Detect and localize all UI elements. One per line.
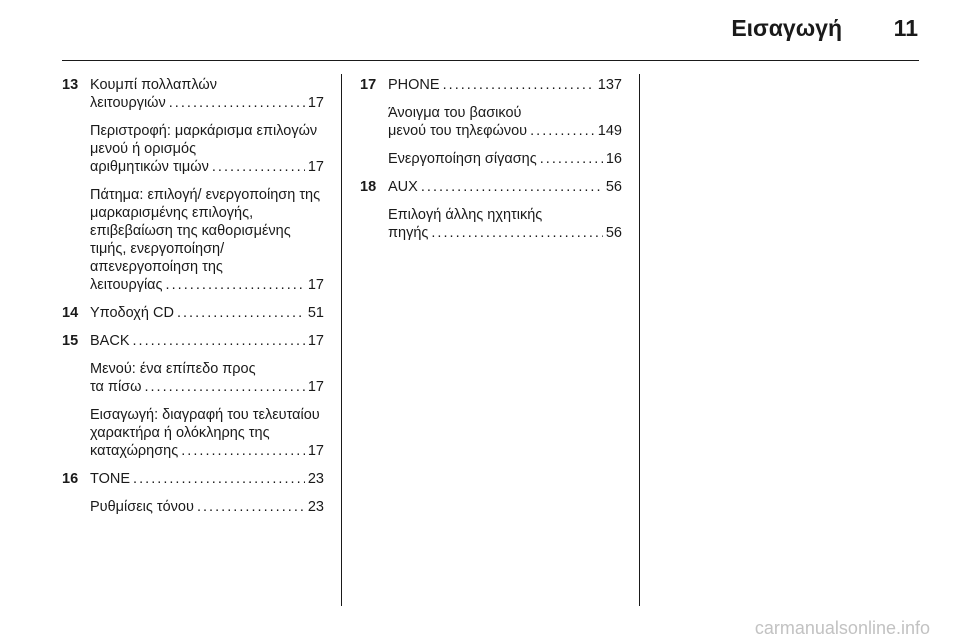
dot-leader [144, 378, 304, 396]
entry-label: πηγής [388, 225, 429, 241]
entry-label: TONE [90, 471, 131, 487]
column-divider-1 [341, 74, 342, 606]
item-number: 13 [62, 77, 79, 93]
entry-label: BACK [90, 333, 130, 349]
column-left [62, 76, 324, 526]
item-number: 16 [62, 471, 79, 487]
entry-text: Πάτημα: επιλογή/ ενεργοποίηση της μαρκαρισμένης επιλογής, επιβεβαίωση της καθορισμένης τιμής, ενεργοποίηση/ απενεργοποίηση της [90, 187, 321, 275]
index-entry [62, 470, 324, 488]
dot-leader [181, 442, 305, 460]
entry-label: τα πίσω [90, 379, 142, 395]
entry-page-ref: 23 [307, 499, 324, 515]
item-number: 18 [360, 179, 377, 195]
entry-page-ref: 16 [605, 151, 622, 167]
index-entry [62, 498, 324, 516]
entry-label: Υποδοχή CD [90, 305, 174, 321]
watermark: carmanualsonline.info [754, 618, 930, 638]
entry-label: Ενεργοποίηση σίγασης [388, 151, 537, 167]
page-title: Εισαγωγή [731, 15, 842, 41]
index-entry [360, 76, 622, 94]
entry-label: λειτουργιών [90, 95, 166, 111]
index-entry [360, 104, 622, 140]
index-entry [360, 150, 622, 168]
entry-label: Ρυθμίσεις τόνου [90, 499, 194, 515]
dot-leader [166, 276, 305, 294]
index-entry [62, 304, 324, 322]
dot-leader [133, 470, 305, 488]
dot-leader [443, 76, 595, 94]
index-entry [62, 122, 324, 176]
column-middle [360, 76, 622, 252]
entry-page-ref: 17 [307, 95, 324, 111]
entry-text: Εισαγωγή: διαγραφή του τελευταίου χαρακτήρα ή ολόκληρης της [90, 407, 320, 441]
entry-page-ref: 56 [605, 179, 622, 195]
entry-text: Περιστροφή: μαρκάρισμα επιλογών μενού ή ορισμός [90, 123, 318, 157]
dot-leader [169, 94, 305, 112]
dot-leader [530, 122, 595, 140]
column-divider-2 [639, 74, 640, 606]
entry-page-ref: 56 [605, 225, 622, 241]
entry-label: PHONE [388, 77, 440, 93]
entry-label: καταχώρησης [90, 443, 179, 459]
entry-page-ref: 17 [307, 159, 324, 175]
entry-page-ref: 17 [307, 333, 324, 349]
dot-leader [133, 332, 305, 350]
item-number: 14 [62, 305, 79, 321]
index-entry [62, 406, 324, 460]
dot-leader [197, 498, 305, 516]
entry-page-ref: 23 [307, 471, 324, 487]
entry-text: Επιλογή άλλης ηχητικής [388, 207, 543, 223]
entry-text: Μενού: ένα επίπεδο προς [90, 361, 256, 377]
dot-leader [540, 150, 603, 168]
page-number: 11 [893, 15, 918, 41]
item-number: 15 [62, 333, 79, 349]
dot-leader [421, 178, 603, 196]
entry-page-ref: 51 [307, 305, 324, 321]
entry-label: AUX [388, 179, 418, 195]
entry-text: Κουμπί πολλαπλών [90, 77, 217, 93]
dot-leader [212, 158, 305, 176]
entry-label: λειτουργίας [90, 277, 163, 293]
index-entry [360, 178, 622, 196]
entry-label: αριθμητικών τιμών [90, 159, 209, 175]
dot-leader [177, 304, 305, 322]
index-entry [62, 76, 324, 112]
index-entry [62, 332, 324, 350]
item-number: 17 [360, 77, 377, 93]
entry-page-ref: 17 [307, 379, 324, 395]
entry-page-ref: 137 [597, 77, 622, 93]
entry-page-ref: 17 [307, 277, 324, 293]
entry-page-ref: 17 [307, 443, 324, 459]
index-entry [62, 360, 324, 396]
header-rule [62, 60, 919, 61]
entry-page-ref: 149 [597, 123, 622, 139]
index-entry [62, 186, 324, 294]
entry-label: μενού του τηλεφώνου [388, 123, 528, 139]
dot-leader [431, 224, 602, 242]
index-entry [360, 206, 622, 242]
entry-text: Άνοιγμα του βασικού [388, 105, 522, 121]
